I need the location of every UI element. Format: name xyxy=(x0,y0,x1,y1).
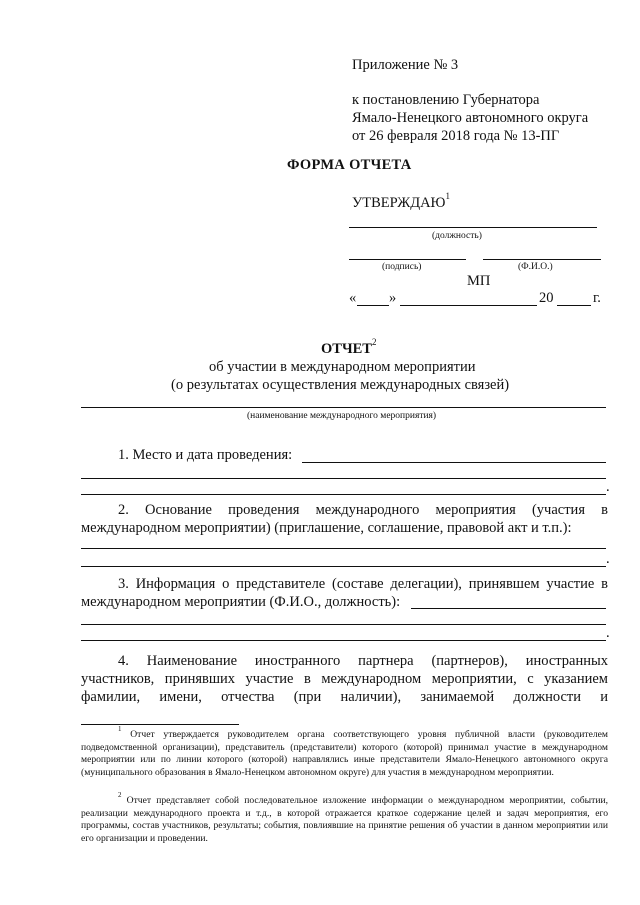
date-year-line xyxy=(557,305,591,306)
section-2-line-2: международном мероприятии) (приглашение, соглашение, правовой акт и т.п.): xyxy=(81,520,572,536)
form-title: ФОРМА ОТЧЕТА xyxy=(287,157,412,173)
date-day-line xyxy=(357,305,389,306)
section-2-line-1: 2. Основание проведения международного мероприятия (участия в xyxy=(118,502,608,518)
date-year-suffix: г. xyxy=(593,290,601,306)
decree-line-2: Ямало-Ненецкого автономного округа xyxy=(352,110,589,126)
section-1-input-line-3 xyxy=(81,494,606,495)
footnote-mark-2: 2 xyxy=(371,337,377,348)
report-title xyxy=(321,337,377,358)
footnote-2 xyxy=(81,790,608,845)
approve-heading xyxy=(352,191,450,212)
section-1-input-line-1 xyxy=(302,462,606,463)
footnote-1-mark: 1 xyxy=(118,724,122,733)
footnote-mark-1: 1 xyxy=(445,191,450,202)
date-year-prefix: 20 xyxy=(539,290,554,306)
section-3-period: . xyxy=(606,625,610,641)
event-name-line xyxy=(81,407,606,408)
footnote-1 xyxy=(81,724,608,779)
section-3-input-line-2 xyxy=(81,624,606,625)
signature-label: (подпись) xyxy=(382,262,422,272)
report-subtitle-2: (о результатах осуществления международных связей) xyxy=(171,377,510,393)
section-3-line-2: международном мероприятии (Ф.И.О., должность): xyxy=(81,594,401,610)
section-1-input-line-2 xyxy=(81,478,606,479)
date-open-quote: « xyxy=(349,290,357,306)
footnote-1-text: Отчет утверждается руководителем органа соответствующего уровня публичной власти (руководителем подведомственной организации), представитель (представители) которого (которой) принимал участие в международном мероприятии или по линии которого (которой) направлялись иные представители Ямало-Ненецкого автономного округа (муниципального образования в Ямало-Ненецком автономном округе) для участия в международном мероприятии. xyxy=(81,729,608,778)
approve-word: УТВЕРЖДАЮ xyxy=(352,195,446,211)
report-title-text: ОТЧЕТ xyxy=(321,341,372,357)
appendix-number: Приложение № 3 xyxy=(352,57,459,73)
decree-line-3: от 26 февраля 2018 года № 13-ПГ xyxy=(352,128,560,144)
section-3-input-line-3 xyxy=(81,640,606,641)
date-month-line xyxy=(400,305,537,306)
section-2-input-line-2 xyxy=(81,566,606,567)
footnote-2-text: Отчет представляет собой последовательное изложение информации о международном мероприятии, событии, реализации международного проекта и т.д., в которой отражается краткое содержание целей и задач мероприятия, его программы, состав участников, результаты; события, повлиявшие на принятие решения об участии в данном мероприятии или его организации и проведении. xyxy=(81,795,608,844)
section-4-line-2: участников, принявших участие в международном мероприятии, с указанием xyxy=(81,671,608,687)
position-label: (должность) xyxy=(432,231,482,241)
footnote-2-mark: 2 xyxy=(118,790,122,799)
position-line xyxy=(349,227,597,228)
section-4-line-1: 4. Наименование иностранного партнера (партнеров), иностранных xyxy=(118,653,608,669)
section-4-line-3: фамилии, имени, отчества (при наличии), занимаемой должности и xyxy=(81,689,608,705)
report-subtitle-1: об участии в международном мероприятии xyxy=(209,359,476,375)
name-line xyxy=(483,259,601,260)
section-1-label: 1. Место и дата проведения: xyxy=(118,447,293,463)
event-name-label: (наименование международного мероприятия) xyxy=(247,411,437,421)
section-2-period: . xyxy=(606,551,610,567)
name-label: (Ф.И.О.) xyxy=(518,262,553,272)
date-close-quote: » xyxy=(389,290,397,306)
section-1-period: . xyxy=(606,479,610,495)
footnote-separator xyxy=(81,724,239,725)
signature-line xyxy=(349,259,466,260)
section-3-line-1: 3. Информация о представителе (составе делегации), принявшем участие в xyxy=(118,576,608,592)
section-2-input-line-1 xyxy=(81,548,606,549)
stamp-label: МП xyxy=(467,273,491,289)
decree-line-1: к постановлению Губернатора xyxy=(352,92,540,108)
section-3-input-line-1 xyxy=(411,608,606,609)
